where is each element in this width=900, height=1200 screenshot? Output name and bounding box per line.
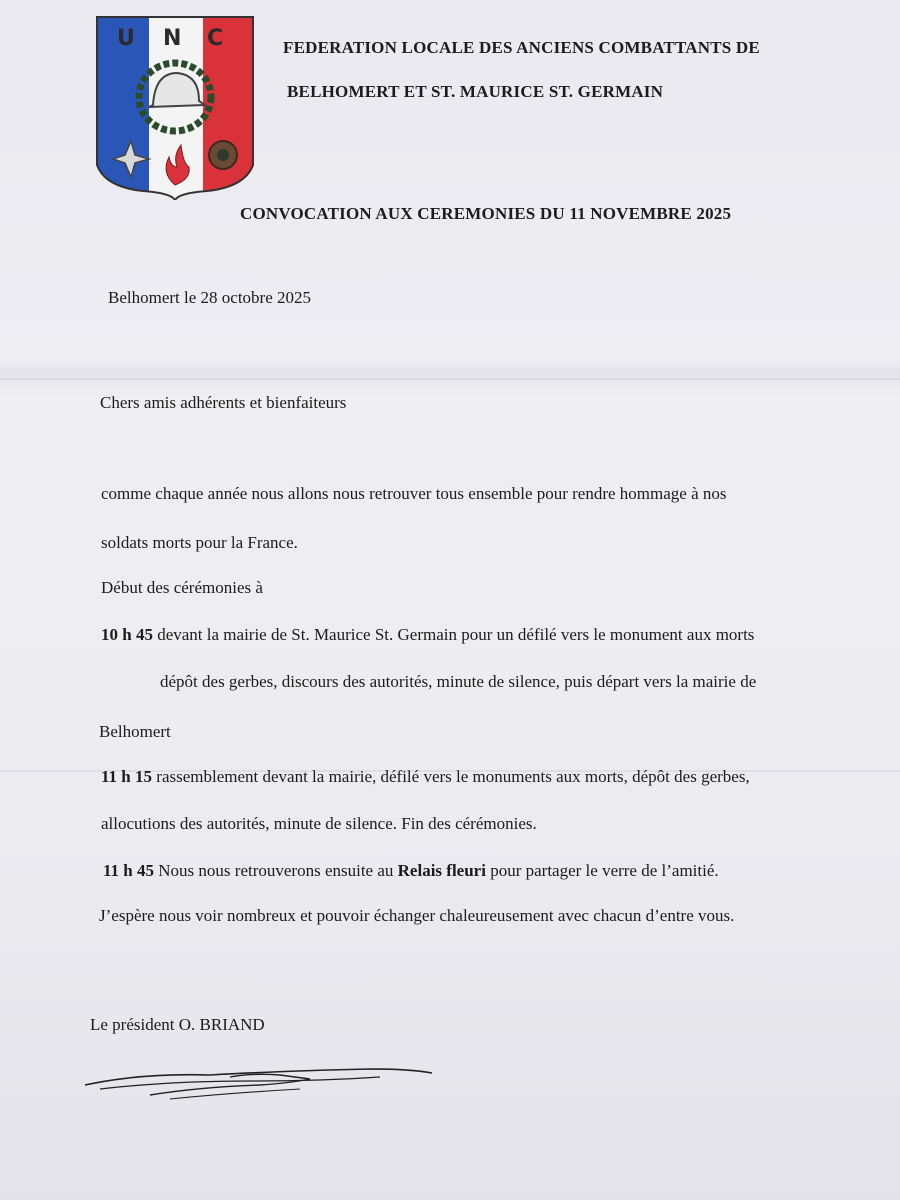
schedule-item-1-place: Belhomert	[99, 722, 171, 741]
closing-line: J’espère nous voir nombreux et pouvoir échanger chaleureusement avec chacun d’entre vous.	[99, 906, 735, 925]
intro-line-2: soldats morts pour la France.	[101, 533, 298, 552]
time-3: 11 h 45	[103, 861, 155, 880]
schedule-item-1	[101, 625, 754, 645]
greeting: Chers amis adhérents et bienfaiteurs	[100, 393, 347, 412]
time-1: 10 h 45	[101, 625, 153, 644]
federation-line-2: BELHOMERT ET ST. MAURICE ST. GERMAIN	[287, 82, 664, 101]
schedule-item-2	[101, 767, 750, 787]
start-line: Début des cérémonies à	[101, 578, 263, 597]
schedule-item-2-cont: allocutions des autorités, minute de silence. Fin des cérémonies.	[101, 814, 537, 833]
schedule-item-1-cont: dépôt des gerbes, discours des autorités, minute de silence, puis départ vers la mairie de	[160, 672, 757, 691]
svg-text:U: U	[117, 26, 135, 51]
handwritten-signature	[80, 1055, 450, 1105]
svg-text:C: C	[207, 26, 224, 51]
svg-text:N: N	[163, 26, 182, 51]
president-signature-label: Le président O. BRIAND	[90, 1015, 265, 1034]
date-line: Belhomert le 28 octobre 2025	[108, 288, 312, 307]
venue-name: Relais fleuri	[397, 861, 486, 880]
time-2: 11 h 15	[101, 767, 153, 786]
unc-logo	[95, 15, 255, 200]
schedule-text-1: devant la mairie de St. Maurice St. Germain pour un défilé vers le monument aux morts	[152, 625, 755, 644]
schedule-text-2: rassemblement devant la mairie, défilé vers le monuments aux morts, dépôt des gerbes,	[152, 767, 750, 786]
schedule-text-3a: Nous nous retrouverons ensuite au	[154, 861, 398, 880]
schedule-item-3	[103, 861, 719, 881]
intro-line-1: comme chaque année nous allons nous retrouver tous ensemble pour rendre hommage à nos	[101, 484, 727, 503]
convocation-title: CONVOCATION AUX CEREMONIES DU 11 NOVEMBRE 2025	[240, 204, 732, 223]
federation-line-1: FEDERATION LOCALE DES ANCIENS COMBATTANTS DE	[283, 38, 760, 57]
paper-fold	[0, 378, 900, 380]
schedule-text-3b: pour partager le verre de l’amitié.	[485, 861, 719, 880]
